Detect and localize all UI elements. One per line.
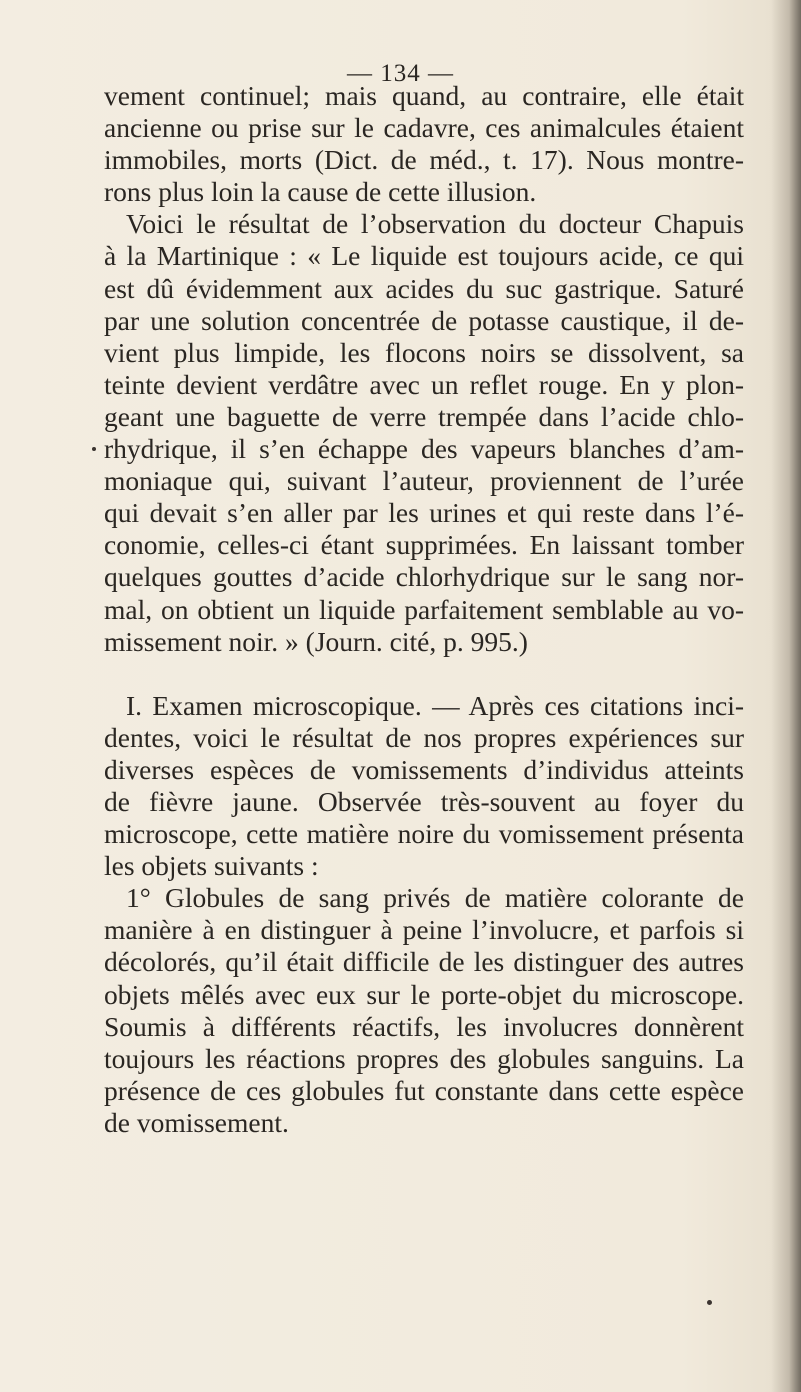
page-edge-shadow — [771, 0, 801, 1392]
paragraph — [104, 208, 744, 657]
page-number: — 134 — — [347, 60, 454, 87]
text-line: microscope, cette matière noire du vomissement présenta — [104, 818, 744, 850]
text-line: quelques gouttes d’acide chlorhydrique sur le sang nor- — [104, 561, 744, 593]
text-line: de vomissement. — [104, 1106, 289, 1138]
text-line: manière à en distinguer à peine l’involucre, et parfois si — [104, 914, 744, 946]
text-line: dentes, voici le résultat de nos propres expériences sur — [104, 721, 744, 753]
text-line: Voici le résultat de l’observation du docteur Chapuis — [126, 208, 744, 240]
text-line: présence de ces globules fut constante dans cette espèce — [104, 1074, 744, 1106]
text-line: ancienne ou prise sur le cadavre, ces animalcules étaient — [104, 112, 744, 144]
paragraph — [104, 690, 744, 883]
text-line: immobiles, morts (Dict. de méd., t. 17). Nous montre- — [104, 144, 744, 176]
text-line: Soumis à différents réactifs, les involucres donnèrent — [104, 1010, 744, 1042]
text-line: 1° Globules de sang privés de matière colorante de — [126, 882, 744, 914]
text-line: qui devait s’en aller par les urines et qui reste dans l’é- — [104, 497, 744, 529]
text-line: est dû évidemment aux acides du suc gastrique. Saturé — [104, 272, 744, 304]
text-line: par une solution concentrée de potasse caustique, il de- — [104, 304, 744, 336]
paragraph — [104, 80, 744, 208]
ink-speck — [707, 1300, 712, 1305]
text-line: teinte devient verdâtre avec un reflet rouge. En y plon- — [104, 368, 744, 400]
text-line: vient plus limpide, les flocons noirs se dissolvent, sa — [104, 336, 744, 368]
text-line: conomie, celles-ci étant supprimées. En laissant tomber — [104, 529, 744, 561]
text-line: à la Martinique : « Le liquide est toujours acide, ce qui — [104, 240, 744, 272]
paragraph-gap — [104, 658, 744, 690]
text-line: diverses espèces de vomissements d’individus atteints — [104, 753, 744, 785]
text-line: objets mêlés avec eux sur le porte-objet du microscope. — [104, 978, 744, 1010]
text-line: moniaque qui, suivant l’auteur, proviennent de l’urée — [104, 465, 744, 497]
text-line: geant une baguette de verre trempée dans l’acide chlo- — [104, 400, 744, 432]
text-line: vement continuel; mais quand, au contraire, elle était — [104, 80, 744, 111]
text-line: les objets suivants : — [104, 850, 319, 882]
text-line: de fièvre jaune. Observée très-souvent au foyer du — [104, 785, 744, 817]
text-line: rhydrique, il s’en échappe des vapeurs blanches d’am- — [104, 433, 744, 465]
text-line: missement noir. » (Journ. cité, p. 995.) — [104, 625, 528, 657]
ink-speck — [92, 447, 96, 451]
body-text — [104, 80, 744, 1139]
text-line: I. Examen microscopique. — Après ces citations inci- — [126, 689, 744, 721]
text-line: rons plus loin la cause de cette illusion. — [104, 176, 537, 208]
text-line: mal, on obtient un liquide parfaitement semblable au vo- — [104, 593, 744, 625]
paragraph — [104, 882, 744, 1139]
text-line: décolorés, qu’il était difficile de les distinguer des autres — [104, 946, 744, 978]
text-line: toujours les réactions propres des globules sanguins. La — [104, 1042, 744, 1074]
